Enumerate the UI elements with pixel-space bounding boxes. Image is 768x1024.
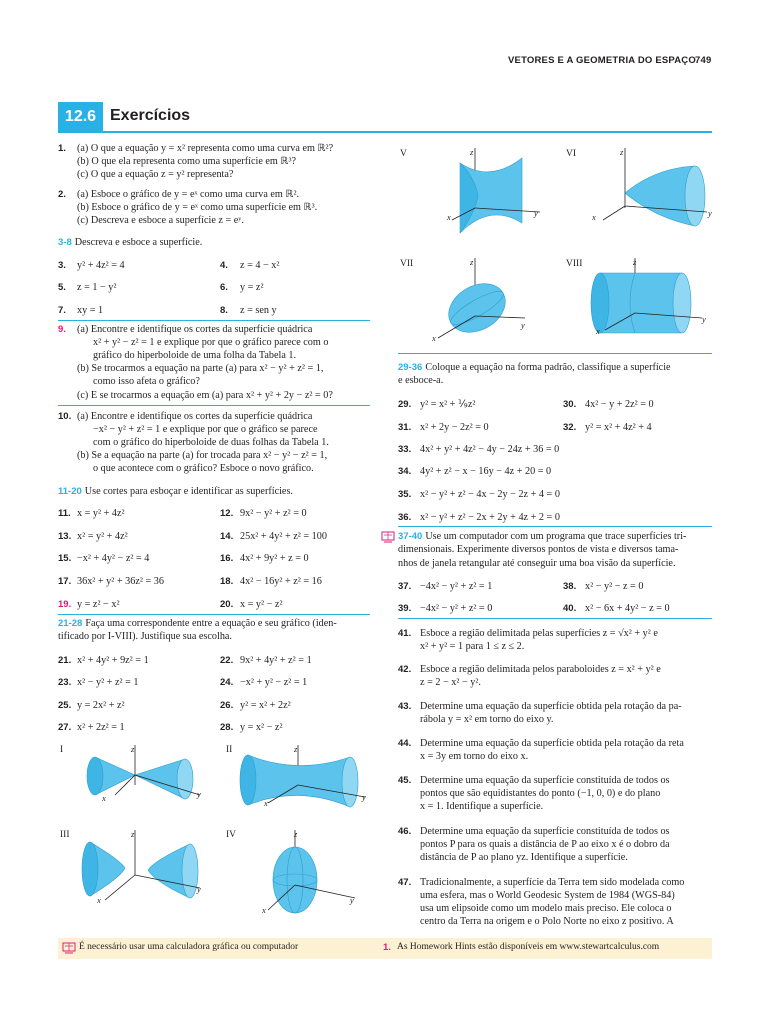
- equation: y² = x² + 4z² + 4: [585, 422, 652, 433]
- computer-icon: [62, 942, 76, 954]
- equation: y = x² − z²: [240, 722, 283, 733]
- instruction-text: dimensionais. Experimente diversos pontos de vista e diversos tama-: [398, 544, 679, 555]
- exercise-text: x = 3y em torno do eixo x.: [420, 751, 529, 762]
- exercise-number: 34.: [398, 466, 412, 477]
- equation: 36x² + y² + 36z² = 36: [77, 576, 164, 587]
- exercise-number: 20.: [220, 599, 234, 610]
- divider: [58, 614, 370, 615]
- exercise-number: 32.: [563, 422, 577, 433]
- page-number: 749: [695, 55, 712, 66]
- exercise-text: −x² − y² + z² = 1 e explique por que o gráfico se parece: [93, 424, 318, 435]
- exercise-text: Determine uma equação da superfície obtida pela rotação da reta: [420, 738, 684, 749]
- exercise-number: 44.: [398, 738, 412, 749]
- exercise-text: Determine uma equação da superfície obtida pela rotação da pa-: [420, 701, 682, 712]
- equation: y² = x² + ⅑z²: [420, 399, 476, 410]
- equation: −x² + 4y² − z² = 4: [77, 553, 150, 564]
- axis-label: x: [596, 326, 600, 336]
- equation: y² = x² + 2z²: [240, 700, 291, 711]
- axis-label: z: [294, 744, 298, 754]
- exercise-number: 2.: [58, 189, 66, 200]
- equation: −4x² − y² + z² = 0: [420, 603, 493, 614]
- footer-hint: As Homework Hints estão disponíveis em www.stewartcalculus.com: [397, 942, 660, 952]
- exercise-text: Esboce a região delimitada pelos paraboloides z = x² + y² e: [420, 664, 661, 675]
- exercise-number: 36.: [398, 512, 412, 523]
- equation: x² − 6x + 4y² − z = 0: [585, 603, 670, 614]
- equation: 4x² − 16y² + z² = 16: [240, 576, 322, 587]
- axis-label: x: [447, 212, 451, 222]
- instruction-text: nhos de janela retangular até conseguir uma boa visão da superfície.: [398, 558, 676, 569]
- equation: x² − y² + z² − 2x + 2y + 4z + 2 = 0: [420, 512, 560, 523]
- section-number: 12.6: [58, 102, 103, 131]
- exercise-text: como isso afeta o gráfico?: [93, 376, 200, 387]
- figure-label: VI: [566, 149, 577, 159]
- exercise-number: 3.: [58, 260, 66, 271]
- exercise-text: (a) Esboce o gráfico de y = eˣ como uma curva em ℝ².: [77, 189, 300, 200]
- equation: 9x² − y² + z² = 0: [240, 508, 307, 519]
- axis-label: z: [131, 744, 135, 754]
- footer-number: 1.: [383, 942, 391, 953]
- equation: z = 4 − x²: [240, 260, 280, 271]
- equation: 25x² + 4y² + z² = 100: [240, 531, 327, 542]
- equation: 4y² + z² − x − 16y − 4z + 20 = 0: [420, 466, 552, 477]
- equation: x = y² + 4z²: [77, 508, 125, 519]
- footer-note: É necessário usar uma calculadora gráfica ou computador: [79, 942, 299, 952]
- equation: x² − y² − z = 0: [585, 581, 644, 592]
- section-title: Exercícios: [110, 107, 191, 124]
- axis-label: y: [534, 208, 538, 218]
- divider: [398, 618, 712, 619]
- exercise-text: pontos P para os quais a distância de P ao eixo x é o dobro da: [420, 839, 670, 850]
- axis-label: z: [633, 257, 637, 267]
- figure-label: VII: [400, 259, 414, 269]
- exercise-number: 25.: [58, 700, 72, 711]
- exercise-number: 13.: [58, 531, 72, 542]
- exercise-text: (c) Descreva e esboce a superfície z = eʸ.: [77, 215, 244, 226]
- axis-label: y: [197, 789, 201, 799]
- figure-ellipsoid-vii: [430, 258, 570, 353]
- exercise-number: 28.: [220, 722, 234, 733]
- exercise-text: (c) E se trocarmos a equação em (a) para x² + y² + 2y − z² = 0?: [77, 390, 333, 401]
- equation: y = 2x² + z²: [77, 700, 125, 711]
- exercise-number: 4.: [220, 260, 228, 271]
- axis-label: z: [294, 829, 298, 839]
- exercise-text: o que acontece com o gráfico? Esboce o novo gráfico.: [93, 463, 314, 474]
- range-instruction: 3-8 Descreva e esboce a superfície.: [58, 237, 203, 248]
- exercise-text: x² + y² − z² = 1 e explique por que o gráfico parece com o: [93, 337, 329, 348]
- exercise-text: centro da Terra na origem e o Polo Norte no eixo z positivo. A: [420, 916, 674, 927]
- exercise-number: 40.: [563, 603, 577, 614]
- section-rule: [58, 131, 712, 133]
- figure-label: III: [60, 830, 70, 840]
- exercise-text: z = 2 − x² − y².: [420, 677, 481, 688]
- exercise-number: 27.: [58, 722, 72, 733]
- figure-label: II: [226, 745, 233, 755]
- figure-cone-i: [80, 745, 233, 825]
- figure-hyperboloid-ii: [240, 745, 380, 825]
- range-instruction: 29-36 Coloque a equação na forma padrão, classifique a superfície: [398, 362, 671, 373]
- equation: y² + 4z² = 4: [77, 260, 125, 271]
- exercise-number: 33.: [398, 444, 412, 455]
- equation: 4x² + 9y² + z = 0: [240, 553, 309, 564]
- equation: x² − y² + z² = 1: [77, 677, 139, 688]
- divider: [398, 526, 712, 527]
- exercise-number: 16.: [220, 553, 234, 564]
- axis-label: x: [97, 895, 101, 905]
- computer-icon: [381, 531, 395, 543]
- exercise-text: com o gráfico do hiperboloide de duas folhas da Tabela 1.: [93, 437, 329, 448]
- exercise-number: 21.: [58, 655, 72, 666]
- axis-label: z: [470, 257, 474, 267]
- exercise-number: 10.: [58, 411, 72, 422]
- exercise-number: 24.: [220, 677, 234, 688]
- divider: [398, 353, 712, 354]
- equation: x² − y² + z² − 4x − 2y − 2z + 4 = 0: [420, 489, 560, 500]
- divider: [58, 320, 370, 321]
- axis-label: y: [708, 208, 712, 218]
- equation: z = sen y: [240, 305, 277, 316]
- equation: x = y² − z²: [240, 599, 283, 610]
- divider: [58, 405, 370, 406]
- equation: y = z²: [240, 282, 264, 293]
- exercise-text: (b) O que ela representa como uma superfície em ℝ³?: [77, 156, 297, 167]
- exercise-number: 15.: [58, 553, 72, 564]
- exercise-number: 8.: [220, 305, 228, 316]
- exercise-number: 38.: [563, 581, 577, 592]
- axis-label: z: [470, 147, 474, 157]
- axis-label: x: [592, 212, 596, 222]
- figure-two-sheet-iii: [80, 830, 230, 915]
- exercise-text: (b) Se trocarmos a equação na parte (a) para x² − y² + z² = 1,: [77, 363, 324, 374]
- equation: xy = 1: [77, 305, 104, 316]
- figure-cylinder-viii: [590, 258, 730, 353]
- instruction-text: e esboce-a.: [398, 375, 444, 386]
- exercise-text: usa um elipsoide como um modelo mais preciso. Ele coloca o: [420, 903, 672, 914]
- figure-label: I: [60, 745, 64, 755]
- exercise-number: 1.: [58, 143, 66, 154]
- exercise-number: 47.: [398, 877, 412, 888]
- exercise-number: 30.: [563, 399, 577, 410]
- exercise-number: 14.: [220, 531, 234, 542]
- axis-label: y: [350, 895, 354, 905]
- exercise-text: Determine uma equação da superfície constituída de todos os: [420, 775, 670, 786]
- axis-label: y: [702, 314, 706, 324]
- equation: −4x² − y² + z² = 1: [420, 581, 493, 592]
- exercise-number: 9.: [58, 324, 66, 335]
- figure-saddle-v: [430, 148, 570, 243]
- exercise-text: x = 1. Identifique a superfície.: [420, 801, 544, 812]
- equation: −x² + y² − z² = 1: [240, 677, 308, 688]
- exercise-text: distância de P ao plano yz. Identifique a superfície.: [420, 852, 628, 863]
- exercise-text: pontos que são equidistantes do ponto (−1, 0, 0) e do plano: [420, 788, 661, 799]
- exercise-text: (a) Encontre e identifique os cortes da superfície quádrica: [77, 324, 313, 335]
- axis-label: x: [262, 905, 266, 915]
- axis-label: z: [131, 829, 135, 839]
- exercise-number: 12.: [220, 508, 234, 519]
- exercise-number: 19.: [58, 599, 72, 610]
- exercise-number: 22.: [220, 655, 234, 666]
- exercise-number: 18.: [220, 576, 234, 587]
- exercise-text: x² + y² = 1 para 1 ≤ z ≤ 2.: [420, 641, 525, 652]
- exercise-text: gráfico do hiperboloide de uma folha da Tabela 1.: [93, 350, 297, 361]
- exercise-number: 46.: [398, 826, 412, 837]
- equation: 4x² − y + 2z² = 0: [585, 399, 654, 410]
- axis-label: y: [521, 320, 525, 330]
- axis-label: x: [432, 333, 436, 343]
- exercise-text: Tradicionalmente, a superfície da Terra tem sido modelada como: [420, 877, 685, 888]
- exercise-number: 41.: [398, 628, 412, 639]
- exercise-number: 35.: [398, 489, 412, 500]
- axis-label: z: [620, 147, 624, 157]
- instruction-text: tificado por I-VIII). Justifique sua escolha.: [58, 631, 232, 642]
- equation: y = z² − x²: [77, 599, 120, 610]
- axis-label: y: [362, 792, 366, 802]
- exercise-number: 23.: [58, 677, 72, 688]
- figure-label: VIII: [566, 259, 583, 269]
- equation: z = 1 − y²: [77, 282, 117, 293]
- axis-label: x: [264, 798, 268, 808]
- exercise-text: (c) O que a equação z = y² representa?: [77, 169, 234, 180]
- exercise-number: 37.: [398, 581, 412, 592]
- exercise-text: (b) Se a equação na parte (a) for trocada para x² − y² − z² = 1,: [77, 450, 328, 461]
- exercise-number: 43.: [398, 701, 412, 712]
- exercise-number: 31.: [398, 422, 412, 433]
- axis-label: y: [197, 884, 201, 894]
- figure-paraboloid-vi: [595, 148, 735, 243]
- equation: x² + 4y² + 9z² = 1: [77, 655, 149, 666]
- exercise-number: 29.: [398, 399, 412, 410]
- figure-label: V: [400, 149, 407, 159]
- exercise-number: 42.: [398, 664, 412, 675]
- exercise-number: 17.: [58, 576, 72, 587]
- exercise-number: 6.: [220, 282, 228, 293]
- exercise-number: 11.: [58, 508, 71, 519]
- exercise-text: (a) Encontre e identifique os cortes da superfície quádrica: [77, 411, 313, 422]
- exercise-text: (a) O que a equação y = x² representa como uma curva em ℝ²?: [77, 143, 334, 154]
- exercise-text: Determine uma equação da superfície constituída de todos os: [420, 826, 670, 837]
- exercise-number: 7.: [58, 305, 66, 316]
- figure-label: IV: [226, 830, 237, 840]
- equation: x² + 2y − 2z² = 0: [420, 422, 489, 433]
- exercise-number: 39.: [398, 603, 412, 614]
- exercise-number: 45.: [398, 775, 412, 786]
- axis-label: x: [102, 793, 106, 803]
- equation: 9x² + 4y² + z² = 1: [240, 655, 312, 666]
- range-instruction: 21-28 Faça uma correspondente entre a equação e seu gráfico (iden-: [58, 618, 337, 629]
- equation: x² = y² + 4z²: [77, 531, 128, 542]
- exercise-text: rábola y = x² em torno do eixo y.: [420, 714, 554, 725]
- exercise-text: uma esfera, mas o World Geodesic System de 1984 (WGS-84): [420, 890, 675, 901]
- exercise-text: (b) Esboce o gráfico de y = eˣ como uma superfície em ℝ³.: [77, 202, 318, 213]
- exercise-text: Esboce a região delimitada pelas superfícies z = √x² + y² e: [420, 628, 658, 639]
- equation: 4x² + y² + 4z² − 4y − 24z + 36 = 0: [420, 444, 560, 455]
- running-title: VETORES E A GEOMETRIA DO ESPAÇO: [508, 55, 696, 66]
- exercise-number: 26.: [220, 700, 234, 711]
- exercise-number: 5.: [58, 282, 66, 293]
- range-instruction: 37-40 Use um computador com um programa que trace superfícies tri-: [398, 531, 687, 542]
- equation: x² + 2z² = 1: [77, 722, 125, 733]
- range-instruction: 11-20 Use cortes para esboçar e identificar as superfícies.: [58, 486, 293, 497]
